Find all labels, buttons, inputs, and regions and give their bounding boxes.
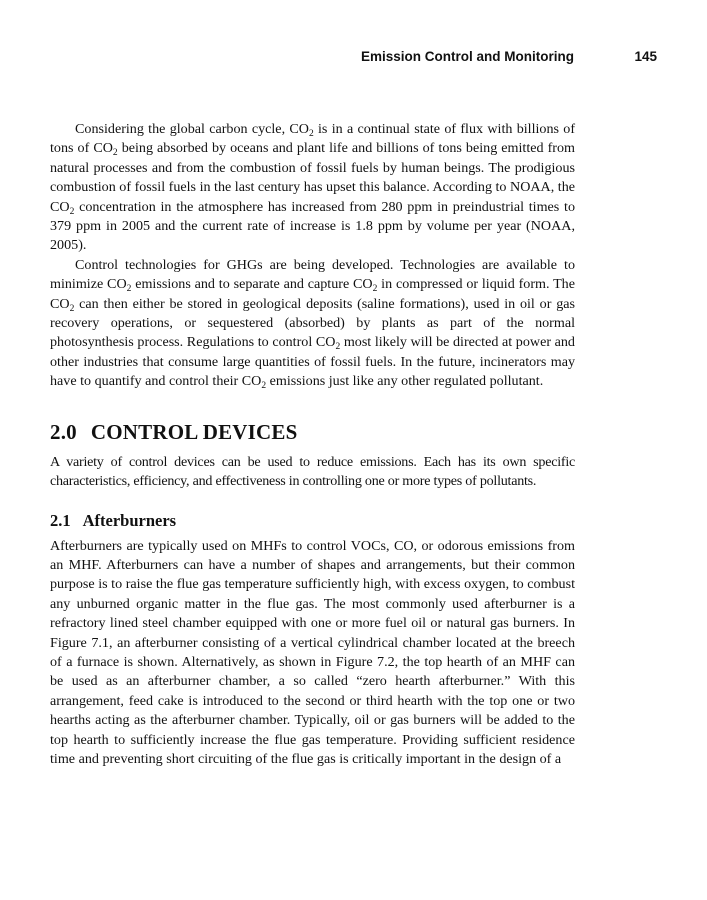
paragraph-ghg-control: Control technologies for GHGs are being developed. Technologies are available to minimize $CO_2$ emissions and to separate and capture $CO_2$ in compressed or liquid form. The $CO_2$ can then either be stored in geological deposits (saline formations), used in oil or gas recovery operations, or sequestered (absorbed) by plants as part of the normal photosynthesis process. Regulations to control $CO_2$ most likely will be directed at power and other industries that consume large quantities of fossil fuels. In the future, incinerators may have to quantify and control their $CO_2$ emissions just like any other regulated pollutant. bbox=[50, 256, 575, 392]
subsection-title: Afterburners bbox=[82, 510, 177, 530]
subsection-heading-afterburners bbox=[50, 510, 575, 532]
paragraph-control-devices: A variety of control devices can be used to reduce emissions. Each has its own specific characteristics, efficiency, and effectiveness in controlling one or more types of pollutants. bbox=[50, 453, 575, 490]
page-body bbox=[50, 120, 575, 769]
running-head bbox=[0, 49, 707, 69]
page-number: 145 bbox=[634, 49, 657, 64]
section-number: 2.0 bbox=[50, 419, 77, 444]
subsection-number: 2.1 bbox=[50, 510, 71, 530]
paragraph-afterburners: Afterburners are typically used on MHFs to control VOCs, CO, or odorous emissions from an MHF. Afterburners can have a number of shapes and arrangements, but their common purpose is to raise the flue gas temperature sufficiently high, with excess oxygen, to combust any unburned organic matter in the flue gas. The most commonly used afterburner is a refractory lined steel chamber equipped with one or more fuel oil or natural gas burners. In Figure 7.1, an afterburner consisting of a vertical cylindrical chamber located at the breech of a furnace is shown. Alternatively, as shown in Figure 7.2, the top hearth of an MHF can be used as an afterburner chamber, a so called “zero hearth afterburner.” With this arrangement, feed cake is introduced to the second or third hearth with the top one or two hearths acting as the afterburner chamber. Typically, oil or gas burners will be added to the top hearth to sufficiently increase the flue gas temperature. Providing sufficient residence time and preventing short circuiting of the flue gas is critically important in the design of a bbox=[50, 537, 575, 767]
running-head-title: Emission Control and Monitoring bbox=[361, 49, 574, 64]
section-heading-control-devices bbox=[50, 419, 575, 445]
paragraph-carbon-cycle: Considering the global carbon cycle, $CO_2$ is in a continual state of flux with billions of tons of $CO_2$ being absorbed by oceans and plant life and billions of tons being emitted from natural processes and from the combustion of fossil fuels by human beings. The prodigious combustion of fossil fuels in the last century has upset this balance. According to NOAA, the $CO_2$ concentration in the atmosphere has increased from 280 ppm in preindustrial times to 379 ppm in 2005 and the current rate of increase is 1.8 ppm by volume per year (NOAA, 2005). bbox=[50, 121, 576, 254]
section-title: CONTROL DEVICES bbox=[90, 419, 298, 444]
